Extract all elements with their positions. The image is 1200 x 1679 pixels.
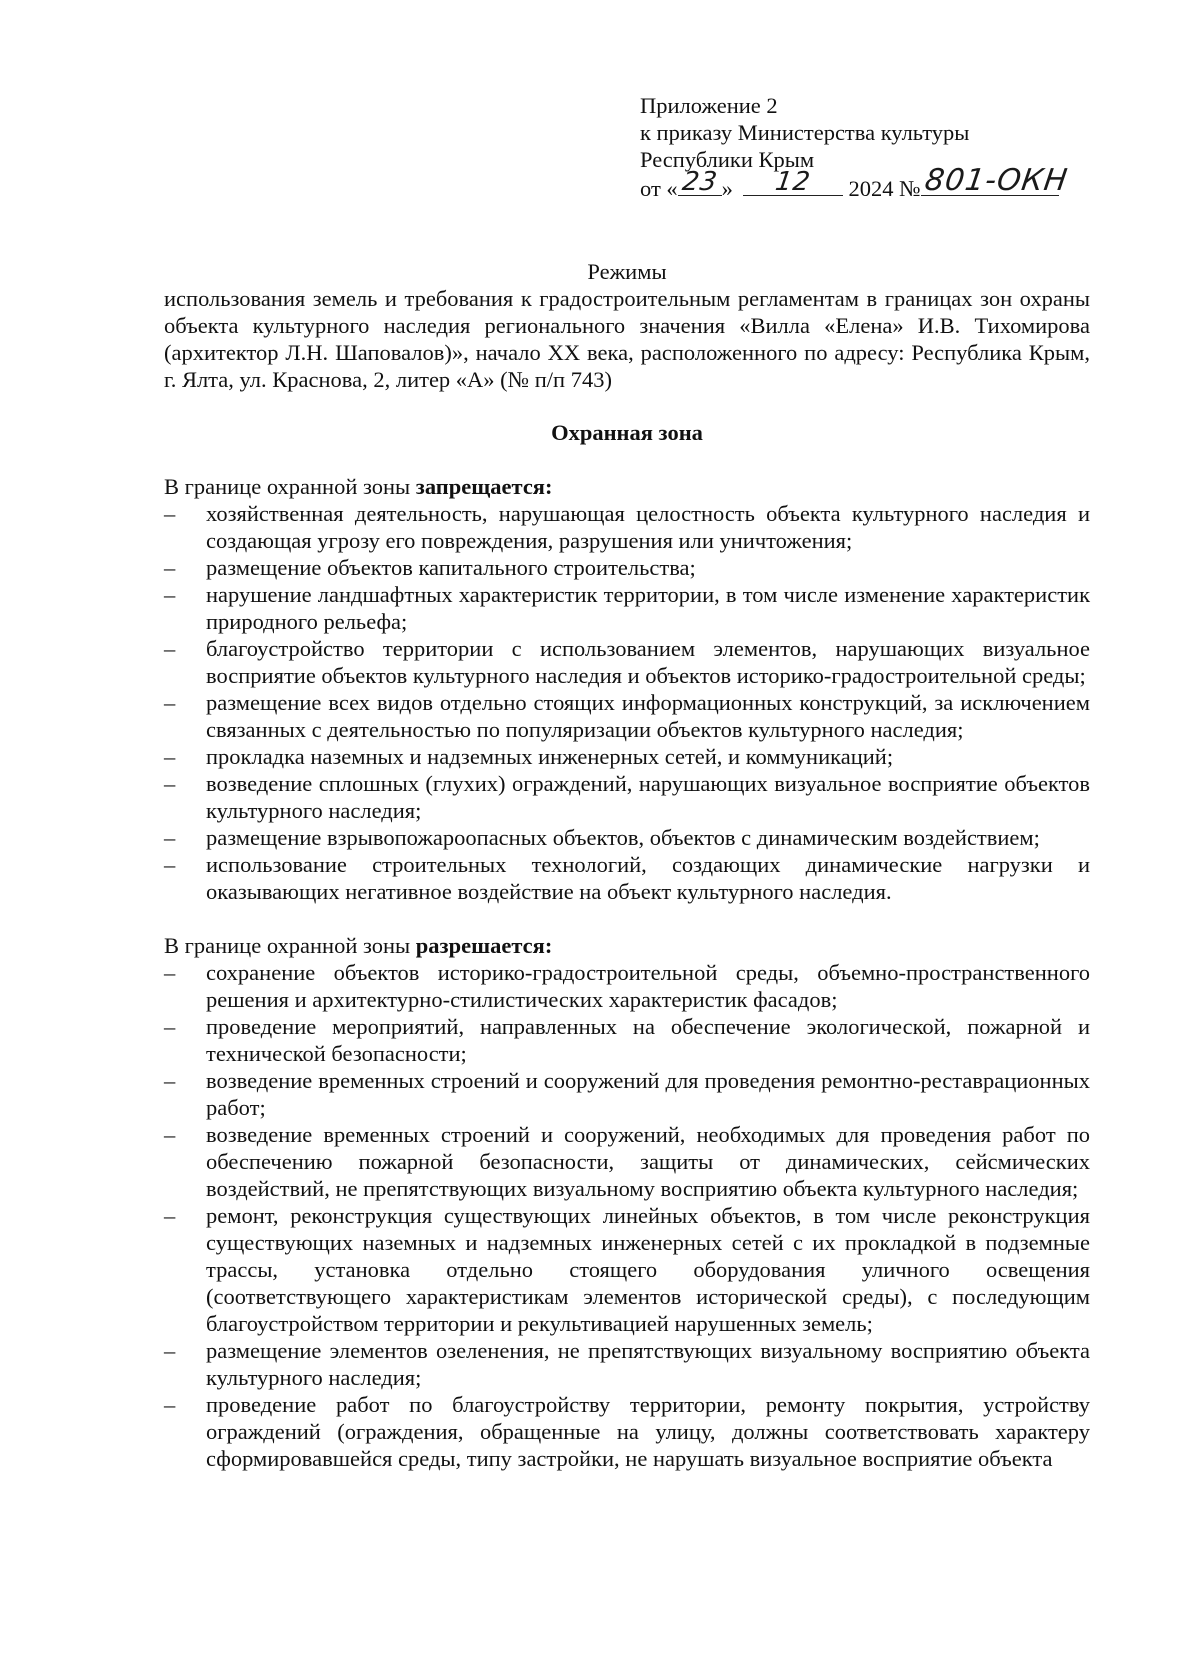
list-item: – размещение объектов капитального строительства; — [164, 554, 1090, 581]
list-item: – возведение временных строений и сооружений для проведения ремонтно-реставрационных работ; — [164, 1067, 1090, 1121]
prohibited-lead-text: В границе охранной зоны — [164, 474, 416, 499]
list-item: – нарушение ландшафтных характеристик территории, в том числе изменение характеристик природного рельефа; — [164, 581, 1090, 635]
order-authority: Республики Крым — [640, 147, 815, 172]
date-year: 2024 № — [848, 176, 921, 201]
appendix-header — [640, 92, 1100, 202]
order-reference: к приказу Министерства культуры — [640, 120, 970, 145]
date-day-handwritten: 23 — [680, 167, 720, 197]
allowed-list — [164, 959, 1090, 1472]
section-title: Охранная зона — [551, 420, 703, 445]
list-item: – размещение всех видов отдельно стоящих информационных конструкций, за исключением связанных с деятельностью по популяризации объектов культурного наследия; — [164, 689, 1090, 743]
list-item: – проведение работ по благоустройству территории, ремонту покрытия, устройству ограждений (ограждения, обращенные на улицу, должны соответствовать характеру сформировавшейся среды, типу застройки, не нарушать визуальное восприятие объекта — [164, 1391, 1090, 1472]
list-item: – возведение временных строений и сооружений, необходимых для проведения работ по обеспечению пожарной безопасности, защиты от динамических, сейсмических воздействий, не препятствующих визуальному восприятию объекта культурного наследия; — [164, 1121, 1090, 1202]
list-item: – хозяйственная деятельность, нарушающая целостность объекта культурного наследия и создающая угрозу его повреждения, разрушения или уничтожения; — [164, 500, 1090, 554]
document-body — [164, 258, 1090, 1472]
document-title: Режимы — [587, 259, 667, 284]
order-number-handwritten: 801-ОКН — [922, 163, 1070, 198]
list-item: – размещение взрывопожароопасных объектов, объектов с динамическим воздействием; — [164, 824, 1090, 851]
list-item: – благоустройство территории с использованием элементов, нарушающих визуальное восприятие объектов культурного наследия и объектов историко-градостроительной среды; — [164, 635, 1090, 689]
order-date-line — [640, 163, 1100, 202]
date-day-field — [678, 167, 722, 197]
date-month-handwritten: 12 — [773, 167, 813, 197]
date-prefix: от « — [640, 176, 678, 201]
list-item: – сохранение объектов историко-градостроительной среды, объемно-пространственного решения и архитектурно-стилистических характеристик фасадов; — [164, 959, 1090, 1013]
allowed-lead — [164, 932, 1090, 959]
list-item: – размещение элементов озеленения, не препятствующих визуальному восприятию объекта культурного наследия; — [164, 1337, 1090, 1391]
order-number-field — [921, 163, 1070, 198]
document-intro: использования земель и требования к градостроительным регламентам в границах зон охраны объекта культурного наследия регионального значения «Вилла «Елена» И.В. Тихомирова (архитектор Л.Н. Шаповалов)», начало XX века, расположенного по адресу: Республика Крым, г. Ялта, ул. Краснова, 2, литер «А» (№ п/п 743) — [164, 286, 1090, 392]
appendix-number: Приложение 2 — [640, 93, 778, 118]
prohibited-lead — [164, 473, 1090, 500]
list-item: – возведение сплошных (глухих) ограждений, нарушающих визуальное восприятие объектов культурного наследия; — [164, 770, 1090, 824]
prohibited-lead-bold: запрещается: — [415, 474, 553, 499]
allowed-lead-bold: разрешается: — [415, 933, 553, 958]
list-item: – использование строительных технологий, создающих динамические нагрузки и оказывающих негативное воздействие на объект культурного наследия. — [164, 851, 1090, 905]
list-item: – ремонт, реконструкция существующих линейных объектов, в том числе реконструкция существующих наземных и надземных инженерных сетей с их прокладкой в подземные трассы, установка отдельно стоящего оборудования уличного освещения (соответствующего характеристикам элементов исторической среды), с последующим благоустройством территории и рекультивацией нарушенных земель; — [164, 1202, 1090, 1337]
prohibited-list — [164, 500, 1090, 905]
date-mid: » — [721, 176, 733, 201]
allowed-lead-text: В границе охранной зоны — [164, 933, 416, 958]
date-month-field — [743, 167, 843, 197]
list-item: – проведение мероприятий, направленных на обеспечение экологической, пожарной и технической безопасности; — [164, 1013, 1090, 1067]
list-item: – прокладка наземных и надземных инженерных сетей, и коммуникаций; — [164, 743, 1090, 770]
